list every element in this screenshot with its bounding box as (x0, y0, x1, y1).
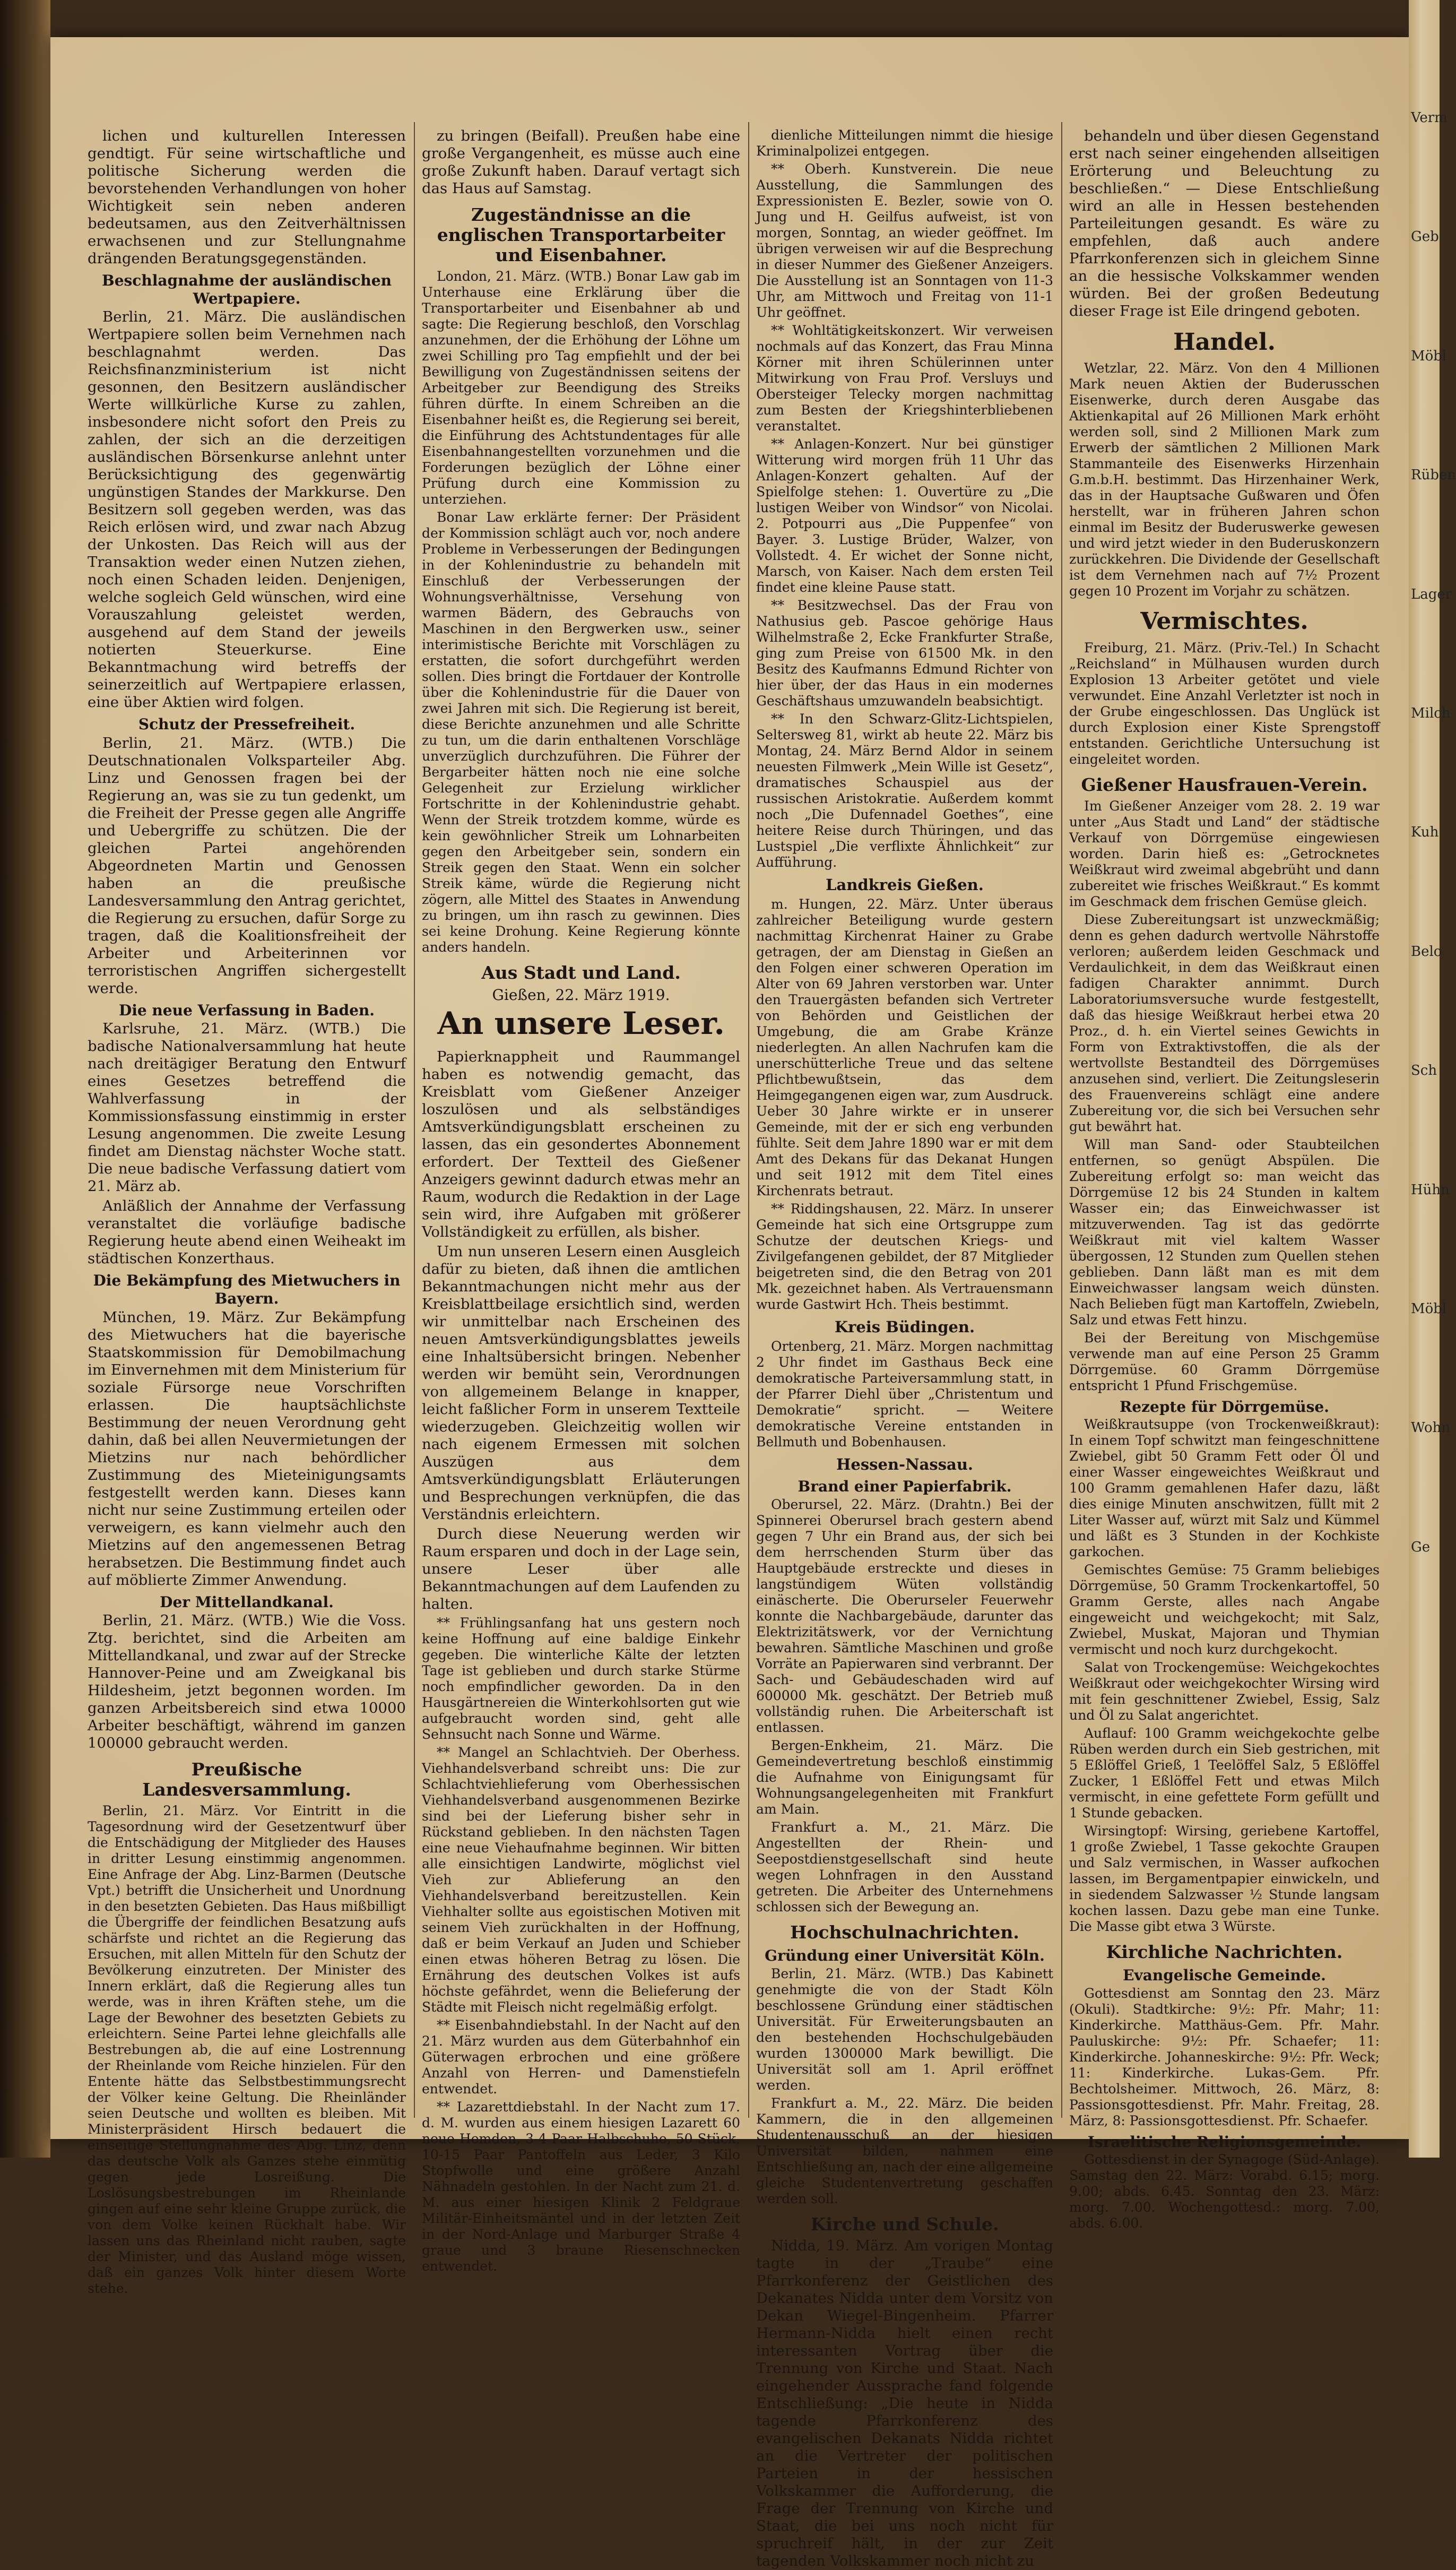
edge-fragment: Geb (1411, 229, 1439, 245)
article-text: dienliche Mitteilungen nimmt die hiesige Kriminalpolizei entgegen. (756, 127, 1053, 159)
column-rule (748, 122, 749, 2118)
section-headline: Vermischtes. (1140, 608, 1308, 635)
article-text: Frankfurt a. M., 22. März. Die beiden Kammern, die in den allgemeinen Studentenausschuß an der hiesigen Universität bilden, nahmen eine Entschließung an, nach der eine allgemeine gleiche Studentenvertretung geschaffen werden soll. (756, 2095, 1053, 2206)
article-text: London, 21. März. (WTB.) Bonar Law gab im Unterhause eine Erklärung über die Transportarbeiter und Eisenbahner ab und sagte: Die Regierung beschloß, den Vorschlag anzunehmen, der die Erhöhung der Löhne um zwei Schilling pro Tag empfiehlt und der bei Bewilligung von Zugeständnissen seitens der Arbeitgeber zur Beendigung des Streiks führen dürfte. In einem Schreiben an die Eisenbahner heißt es, die Regierung sei bereit, die Einführung des Achtstundentages für alle Eisenbahnangestellten vorzunehmen und die Forderungen bezüglich der Löhne einer Prüfung durch eine Kommission zu unterziehen. (422, 268, 740, 507)
article-text: ** Besitzwechsel. Das der Frau von Nathusius geb. Pascoe gehörige Haus Wilhelmstraße 2, Ecke Frankfurter Straße, ging zum Preise von 61500 Mk. in den Besitz des Kaufmanns Edmund Richter von hier über, der das Haus in ein modernes Geschäftshaus umzuwandeln beabsichtigt. (756, 598, 1053, 709)
article-text: Frankfurt a. M., 21. März. Die Angestellten der Rhein- und Seepostdienstgesellschaft sind heute wegen Lohnfragen in den Ausstand getreten. Die Arbeiter des Unternehmens schlossen sich der Bewegung an. (756, 1819, 1053, 1914)
edge-fragment: Wohn (1411, 1420, 1451, 1436)
section-headline: Gießener Hausfrauen-Verein. (1081, 774, 1368, 795)
newspaper-page (50, 37, 1409, 2570)
adjacent-page-edge (1409, 0, 1456, 2158)
edge-fragment: Hühn (1411, 1181, 1450, 1198)
edge-fragment: Möbl (1411, 348, 1447, 364)
article-headline: Die neue Verfassung in Baden. (118, 1001, 375, 1019)
article-text: Wetzlar, 22. März. Von den 4 Millionen Mark neuen Aktien der Buderusschen Eisenwerke, durch deren Ausgabe das Aktienkapital auf 26 Millionen Mark erhöht werden soll, sind 2 Millionen Mark zum Erwerb der sämtlichen 2 Millionen Mark Stammanteile des Eisenwerks Hirzenhain G.m.b.H. bestimmt. Das Hirzenhainer Werk, das in der Hauptsache Gußwaren und Öfen herstellt, war in früheren Jahren schon einmal im Besitz der Buderuswerke gewesen und wird jetzt wieder in den Buderuskonzern zurückkehren. Die Dividende der Gesellschaft ist dem Vernehmen nach auf 7½ Prozent gegen 10 Prozent im Vorjahr zu schätzen. (1069, 360, 1380, 599)
column-rule (414, 122, 415, 2118)
article-text: Weißkrautsuppe (von Trockenweißkraut): In einem Topf schwitzt man feingeschnittene Zwiebel, gibt 50 Gramm Fett oder Öl und einer Wasser eingeweichtes Weißkraut und 100 Gramm gemahlenen Hafer dazu, läßt dies einige Minuten anschwitzen, füllt mit 2 Liter Wasser auf, würzt mit Salz und Kümmel und läßt es 3 Stunden in der Kochkiste garkochen. (1069, 1417, 1380, 1560)
article-text: Salat von Trockengemüse: Weichgekochtes Weißkraut oder weichgekochter Wirsing wird mit fein geschnittener Zwiebel, Essig, Salz und Öl zu Salat angerichtet. (1069, 1660, 1380, 1723)
article-headline: Israelitische Religionsgemeinde. (1087, 2133, 1362, 2151)
article-text: München, 19. März. Zur Bekämpfung des Mietwuchers hat die bayerische Staatskommission für Demobilmachung im Einvernehmen mit dem Ministerium für soziale Fürsorge neue Vorschriften erlassen. Die hauptsächlichste Bestimmung der neuen Verordnung geht dahin, daß bei allen Neuvermietungen der Mietzins nur nach behördlicher Zustimmung des Mieteinigungsamts festgestellt werden kann. Dieses kann nicht nur seine Zustimmung erteilen oder verweigern, es kann vielmehr auch den Mietzins auf den angemessenen Betrag herabsetzen. Die Bestimmung findet auch auf möblierte Zimmer Anwendung. (88, 1308, 406, 1589)
article-text: Papierknappheit und Raummangel haben es notwendig gemacht, das Kreisblatt vom Gießener Anzeiger loszulösen und als selbständiges Amtsverkündigungsblatt erscheinen zu lassen, das ein gesondertes Abonnement erfordert. Der Textteil des Gießener Anzeigers gewinnt dadurch etwas mehr an Raum, wodurch die Redaktion in der Lage sein wird, ihre Aufgaben mit größerer Vollständigkeit zu erfüllen, als bisher. (422, 1048, 740, 1241)
article-headline: Die Bekämpfung des Mietwuchers in Bayern. (93, 1272, 401, 1307)
section-headline: Kirche und Schule. (810, 2213, 999, 2235)
article-text: ** Wohltätigkeitskonzert. Wir verweisen nochmals auf das Konzert, das Frau Minna Körner mit ihren Schülerinnen unter Mitwirkung von Frau Prof. Versluys und Obersteiger Telecky morgen nachmittag zum Besten der Kriegshinterbliebenen veranstaltet. (756, 323, 1053, 434)
section-headline: Aus Stadt und Land. (481, 962, 681, 983)
dateline: Gießen, 22. März 1919. (492, 986, 670, 1004)
article-text: Anläßlich der Annahme der Verfassung veranstaltet die vorläufige badische Regierung heute abend einen Weiheakt im städtischen Konzerthaus. (88, 1197, 406, 1267)
article-headline: Gründung einer Universität Köln. (765, 1946, 1045, 1964)
section-headline: Handel. (1173, 329, 1276, 356)
article-text: Durch diese Neuerung werden wir Raum ersparen und doch in der Lage sein, unsere Leser über alle Bekanntmachungen auf dem Laufenden zu halten. (422, 1525, 740, 1613)
article-text: Ortenberg, 21. März. Morgen nachmittag 2 Uhr findet im Gasthaus Beck eine demokratische Parteiversammlung statt, in der Pfarrer Diehl über „Christentum und Demokratie“ spricht. — Weitere demokratische Vereine entstanden in Bellmuth und Bobenhausen. (756, 1338, 1053, 1450)
edge-fragment: Verm (1411, 110, 1448, 126)
article-text: ** Lazarettdiebstahl. In der Nacht zum 17. d. M. wurden aus einem hiesigen Lazarett 60 neue Hemden, 3-4 Paar Halbschuhe, 50 Stück, 10-15 Paar Pantoffeln aus Leder, 3 Kilo Stopfwolle und eine größere Anzahl Nähnadeln gestohlen. In der Nacht zum 21. d. M. aus einer hiesigen Klinik 2 Feldgraue Militär-Einheitsmäntel und in der letzten Zeit in der Nord-Anlage und Marburger Straße 4 graue und 3 braune Riesenschnecken entwendet. (422, 2099, 740, 2274)
section-headline: Zugeständnisse an die englischen Transportarbeiter und Eisenbahner. (437, 204, 725, 265)
edge-fragment: Möbl (1411, 1300, 1447, 1317)
section-headline: Kreis Büdingen. (834, 1317, 975, 1336)
edge-fragment: Ge (1411, 1539, 1431, 1555)
edge-fragment: Milch (1411, 705, 1451, 721)
article-text: ** In den Schwarz-Glitz-Lichtspielen, Seltersweg 81, wirkt ab heute 22. März bis Montag, 24. März Bernd Aldor in seinem neuesten Filmwerk „Mein Wille ist Gesetz“, dramatisches Schauspiel aus der russischen Aristokratie. Außerdem kommt noch „Die Dufennadel Goethes“, eine heitere Reise durch Thüringen, und das Lustspiel „Die verflixte Ähnlichkeit“ zur Aufführung. (756, 711, 1053, 870)
article-text: Gemischtes Gemüse: 75 Gramm beliebiges Dörrgemüse, 50 Gramm Trockenkartoffel, 50 Gramm Gerste, alles nach Angabe eingeweicht und weichgekocht; mit Salz, Zwiebel, Muskat, Majoran und Thymian vermischt und noch kurz durchgekocht. (1069, 1562, 1380, 1658)
column-1 (88, 127, 406, 2297)
article-text: Diese Zubereitungsart ist unzweckmäßig; denn es gehen dadurch wertvolle Nährstoffe verloren; außerdem leiden Geschmack und Verdaulichkeit, in dem das Weißkraut einen fadigen Charakter annimmt. Durch Laboratoriumsversuche wurde festgestellt, daß das hiesige Weißkraut herbei etwa 20 Proz., d. h. ein Viertel seines Gewichts in Form von Extraktivstoffen, die als der wertvollste Bestandteil des Dörrgemüses anzusehen sind, verliert. Die Zeitungsleserin des Frauenvereins schlägt eine andere Zubereitung vor, die sich bei Versuchen sehr gut bewährt hat. (1069, 911, 1380, 1134)
edge-fragment: Kuh (1411, 824, 1439, 841)
article-text: Bei der Bereitung von Mischgemüse verwende man auf eine Person 25 Gramm Dörrgemüse. 60 Gramm Dörrgemüse entspricht 1 Pfund Frischgemüse. (1069, 1330, 1380, 1393)
edge-fragment: Rüben (1411, 467, 1456, 484)
article-text: Im Gießener Anzeiger vom 28. 2. 19 war unter „Aus Stadt und Land“ der städtische Verkauf von Dörrgemüse eingewiesen worden. Darin hieß es: „Getrocknetes Weißkraut wird zweimal abgebrüht und dann zubereitet wie frisches Weißkraut.“ Es kommt im Geschmack dem frischen Gemüse gleich. (1069, 798, 1380, 909)
section-headline: Hochschulnachrichten. (790, 1921, 1019, 1943)
article-text: Bergen-Enkheim, 21. März. Die Gemeindevertretung beschloß einstimmig die Aufnahme von Einigungsamt für Wohnungsangelegenheiten mit Frankfurt am Main. (756, 1737, 1053, 1817)
article-headline: Beschlagnahme der ausländischen Wertpapiere. (102, 272, 392, 307)
article-text: ** Eisenbahndiebstahl. In der Nacht auf den 21. März wurden aus dem Güterbahnhof ein Güterwagen erbrochen und eine größere Anzahl von Herren- und Damenstiefeln entwendet. (422, 2017, 740, 2097)
section-headline: Preußische Landesversammlung. (142, 1759, 351, 1800)
column-4 (1069, 127, 1380, 2231)
column-2 (422, 127, 740, 2274)
article-text: Um nun unseren Lesern einen Ausgleich dafür zu bieten, daß ihnen die amtlichen Bekanntmachungen nicht mehr aus der Kreisblattbeilage ersichtlich sind, werden wir unmittelbar nach Erscheinen des neuen Amtsverkündigungsblattes jeweils eine Inhaltsübersicht bringen. Nebenher werden wir bemüht sein, Verordnungen von allgemeinem Belange in knapper, leicht faßlicher Form in unserem Textteile wiederzugeben. Gleichzeitig wollen wir nach eigenem Ermessen mit solchen Auszügen aus dem Amtsverkündigungsblatt Erläuterungen und Besprechungen verknüpfen, die das Verständnis erleichtern. (422, 1243, 740, 1523)
article-text: ** Riddingshausen, 22. März. In unserer Gemeinde hat sich eine Ortsgruppe zum Schutze der deutschen Kriegs- und Zivilgefangenen gebildet, der 87 Mitglieder beigetreten sind, die den Betrag von 201 Mk. gezeichnet haben. Als Vertrauensmann wurde Gastwirt Hch. Theis bestimmt. (756, 1201, 1053, 1312)
article-text: Gottesdienst am Sonntag den 23. März (Okuli). Stadtkirche: 9½: Pfr. Mahr; 11: Kinderkirche. Matthäus-Gem. Pfr. Mahr. Pauluskirche: 9½: Pfr. Schaefer; 11: Kinderkirche. Johanneskirche: 9½: Pfr. Weck; 11: Kinderkirche. Lukas-Gem. Pfr. Bechtolsheimer. Mittwoch, 26. März, 8: Passionsgottesdienst. Pfr. Mahr. Freitag, 28. März, 8: Passionsgottesdienst. Pfr. Schaefer. (1069, 1985, 1380, 2128)
article-text: ** Mangel an Schlachtvieh. Der Oberhess. Viehhandelsverband schreibt uns: Die zur Schlachtviehlieferung vom Oberhessischen Viehhandelsverband ausgenommenen Bezirke sind bei der Lieferung bisher sehr in Rückstand geblieben. In den nächsten Tagen eine neue Viehaufnahme beginnen. Wir bitten alle einsichtigen Landwirte, möglichst viel Vieh zur Ablieferung an den Viehhandelsverband bereitzustellen. Kein Viehhalter sollte aus egoistischen Motiven mit seinem Vieh zurückhalten in der Hoffnung, daß er beim Verkauf an Juden und Schieber einen etwas höheren Betrag zu lösen. Die Ernährung des deutschen Volkes ist aufs höchste gefährdet, wenn die Belieferung der Städte mit Fleisch nicht regelmäßig erfolgt. (422, 1745, 740, 2015)
article-text: Will man Sand- oder Staubteilchen entfernen, so genügt Abspülen. Die Zubereitung erfolgt so: man weicht das Dörrgemüse 12 bis 24 Stunden in kaltem Wasser ein; das Einweichwasser ist mitzuverwenden. Tag ist das gedörrte Weißkraut mit viel kaltem Wasser übergossen, 12 Stunden zum Quellen stehen geblieben. Dann läßt man es mit dem Einweichwasser langsam weich dünsten. Nach Belieben fügt man Kartoffeln, Zwiebeln, Salz und etwas Fett hinzu. (1069, 1136, 1380, 1327)
article-text: Berlin, 21. März. (WTB.) Die Deutschnationalen Volksparteiler Abg. Linz und Genossen fragen bei der Regierung an, was sie zu tun gedenkt, um die Freiheit der Presse gegen alle Angriffe und Uebergriffe zu schützen. Die der gleichen Partei angehörenden Abgeordneten Martin und Genossen haben an die preußische Landesversammlung den Antrag gerichtet, die Regierung zu ersuchen, dafür Sorge zu tragen, daß die Koalitionsfreiheit der Arbeiter und Arbeiterinnen vor terroristischen Angriffen sichergestellt werde. (88, 734, 406, 997)
article-text: Wirsingtopf: Wirsing, geriebene Kartoffel, 1 große Zwiebel, 1 Tasse gekochte Graupen und Salz vermischen, in Wasser aufkochen lassen, im Bergamentpapier einwickeln, und in siedendem Salzwasser ½ Stunde langsam kochen lassen. Dazu gebe man eine Tunke. Die Masse gibt etwa 3 Würste. (1069, 1823, 1380, 1935)
article-text: Bonar Law erklärte ferner: Der Präsident der Kommission schlägt auch vor, noch andere Probleme in Verbesserungen der Bedingungen in der Kohlenindustrie zu behandeln mit Einschluß der Verbesserungen der Wohnungsverhältnisse, Versehung von warmen Bädern, des Gebrauchs von Maschinen in den Bergwerken usw., seiner interimistische Berichte mit Vorschlägen zu erstatten, die sofort durchgeführt werden sollen. Dies bringt die Fortdauer der Kontrolle über die Kohlenindustrie für die Dauer von zwei Jahren mit sich. Die Regierung ist bereit, diese Berichte anzunehmen und alle Schritte zu tun, um die darin enthaltenen Vorschläge unverzüglich durchzuführen. Die Führer der Bergarbeiter hätten noch nie eine solche Gelegenheit zur Erzielung wirklicher Fortschritte in der Kohlenindustrie gehabt. Wenn der Streik trotzdem komme, würde es kein gewöhnlicher Streik um Lohnarbeiten gegen den Arbeitgeber sein, sondern ein Streik gegen den Staat. Wenn ein solcher Streik käme, würde die Regierung nicht zögern, alle Mittel des Staates in Anwendung zu bringen, um ihn rasch zu gewinnen. Dies sei keine Drohung. Keine Regierung könnte anders handeln. (422, 509, 740, 955)
article-text: ** Frühlingsanfang hat uns gestern noch keine Hoffnung auf eine baldige Einkehr gegeben. Die winterliche Kälte der letzten Tage ist geblieben und durch starke Stürme noch empfindlicher geworden. Da in den Hausgärtnereien die Winterkohlsorten gut wie aufgebraucht worden sind, geht alle Sehnsucht nach Sonne und Wärme. (422, 1615, 740, 1743)
article-text: ** Anlagen-Konzert. Nur bei günstiger Witterung wird morgen früh 11 Uhr das Anlagen-Konzert gehalten. Auf der Spielfolge stehen: 1. Ouvertüre zu „Die lustigen Weiber von Windsor“ von Nicolai. 2. Potpourri aus „Die Puppenfee“ von Bayer. 3. Lustige Brüder, Walzer, von Vollstedt. 4. Er wichet der Sonne nicht, Marsch, von Kaiser. Nach dem ersten Teil findet eine kleine Pause statt. (756, 436, 1053, 595)
article-text: m. Hungen, 22. März. Unter überaus zahlreicher Beteiligung wurde gestern nachmittag Kirchenrat Hainer zu Grabe getragen, der am Dienstag in Gießen an den Folgen einer schweren Operation im Alter von 69 Jahren verstorben war. Unter den Trauergästen befanden sich Vertreter von Behörden und Geistlichen der Umgebung, die am Grabe Kränze niederlegten. An allen Nachrufen kam die unerschütterliche Treue und das seltene Pflichtbewußtsein, das dem Heimgegangenen eigen war, zum Ausdruck. Ueber 30 Jahre wirkte er in unserer Gemeinde, mit der er sich eng verbunden fühlte. Seit dem Jahre 1890 war er mit dem Amt des Dekans für das Dekanat Hungen und seit 1912 mit dem Titel eines Kirchenrats betraut. (756, 896, 1053, 1198)
article-text: lichen und kulturellen Interessen gendtigt. Für seine wirtschaftliche und politische Sicherung werden die bevorstehenden Verhandlungen von hoher Wichtigkeit sein neben anderen bedeutsamen, aus den Zeitverhältnissen erwachsenen und zur Stellungnahme drängenden Beratungsgegenständen. (88, 127, 406, 267)
article-headline: Der Mittellandkanal. (160, 1593, 334, 1611)
article-text: Auflauf: 100 Gramm weichgekochte gelbe Rüben werden durch ein Sieb gestrichen, mit 5 Eßlöffel Grieß, 1 Teelöffel Salz, 5 Eßlöffel Zucker, 1 Eßlöffel Fett und etwas Milch vermischt, in eine gefettete Form gefüllt und 1 Stunde gebacken. (1069, 1726, 1380, 1821)
section-headline: Landkreis Gießen. (826, 876, 984, 894)
article-text: Gottesdienst in der Synagoge (Süd-Anlage). Samstag den 22. März: Vorabd. 6.15; morg. 9.00; abds. 6.45. Sonntag den 23. März: morg. 7.00. Wochengottesd.: morg. 7.00, abds. 6.00. (1069, 2152, 1380, 2231)
article-text: Berlin, 21. März. Die ausländischen Wertpapiere sollen beim Vernehmen nach beschlagnahmt werden. Das Reichsfinanzministerium ist nicht gesonnen, den Besitzern ausländischer Werte willkürliche Kurse zu zahlen, insbesondere nicht sofort den Preis zu zahlen, der sich an die derzeitigen ausländischen Börsenkurse anlehnt unter Berücksichtigung des gegenwärtig ungünstigen Standes der Markkurse. Den Besitzern soll gegeben werden, was das Reich erlösen wird, und zwar nach Abzug der Unkosten. Das Reich will aus der Transaktion weder einen Nutzen ziehen, noch einen Schaden leiden. Denjenigen, welche sogleich Geld wünschen, wird eine Vorauszahlung geleistet werden, ausgehend auf dem Stand der jeweils notierten Steuerkurse. Eine Bekanntmachung wird betreffs der seinerzeitlich auf Wertpapiere erlassen, eine über Aktien wird folgen. (88, 308, 406, 711)
edge-fragment: Belo (1411, 943, 1442, 960)
article-text: Nidda, 19. März. Am vorigen Montag tagte in der „Traube“ eine Pfarrkonferenz der Geistlichen des Dekanates Nidda unter dem Vorsitz von Dekan Wiegel-Bingenheim. Pfarrer Hermann-Nidda hielt einen recht interessanten Vortrag über die Trennung von Kirche und Staat. Nach eingehender Aussprache fand folgende Entschließung: „Die heute in Nidda tagende Pfarrkonferenz des evangelischen Dekanats Nidda richtet an die Vertreter der politischen Parteien in der hessischen Volkskammer die Aufforderung, die Frage der Trennung von Kirche und Staat, die bei uns noch nicht für spruchreif hält, in der zur Zeit tagenden Volkskammer noch nicht zu (756, 2237, 1053, 2570)
article-headline: Rezepte für Dörrgemüse. (1120, 1398, 1329, 1416)
column-3 (756, 127, 1053, 2570)
edge-fragment: Sch (1411, 1063, 1437, 1079)
article-text: Berlin, 21. März. Vor Eintritt in die Tagesordnung wird der Gesetzentwurf über die Entschädigung der Mitglieder des Hauses in dritter Lesung einstimmig angenommen. Eine Anfrage der Abg. Linz-Barmen (Deutsche Vpt.) betrifft die Unsicherheit und Unordnung in den besetzten Gebieten. Das Haus mißbilligt die Übergriffe der feindlichen Besatzung aufs schärfste und richtet an die Regierung das Ersuchen, mit allen Mitteln für den Schutz der Bevölkerung einzutreten. Der Minister des Innern erklärt, daß die Regierung alles tun werde, was in ihren Kräften stehe, um die Lage der Bewohner des besetzten Gebiets zu erleichtern. Seine Partei lehne gleichfalls alle Bestrebungen ab, die auf eine Lostrennung der Rheinlande vom Reiche hinzielen. Für den Entente hätte das Selbstbestimmungsrecht der Völker keine Geltung. Die Rheinländer seien Deutsche und wollten es bleiben. Mit Ministerpräsident Hirsch bedauert die einseitige Stellungnahme des Abg. Linz, denn das deutsche Volk als Ganzes stehe einmütig gegen jede Losreißung. Die Loslösungsbestrebungen im Rheinlande gingen auf eine sehr kleine Gruppe zurück, die von dem Volke keinen Rückhalt habe. Wir lassen uns das Rheinland nicht rauben, sagte der Minister, und das Ausland möge wissen, daß ein ganzes Volk hinter diesem Worte stehe. (88, 1803, 406, 2297)
notice-headline: An unsere Leser. (437, 1005, 725, 1042)
article-text: Karlsruhe, 21. März. (WTB.) Die badische Nationalversammlung hat heute nach dreitägiger Beratung den Entwurf eines Gesetzes betreffend die Wahlverfassung in der Kommissionsfassung einstimmig in erster Lesung angenommen. Die zweite Lesung findet am Dienstag nächster Woche statt. Die neue badische Verfassung datiert vom 21. März ab. (88, 1020, 406, 1195)
article-headline: Evangelische Gemeinde. (1123, 1967, 1326, 1985)
article-headline: Brand einer Papierfabrik. (798, 1478, 1012, 1496)
article-text: zu bringen (Beifall). Preußen habe eine große Vergangenheit, es müsse auch eine große Zukunft haben. Darauf vertagt sich das Haus auf Samstag. (422, 127, 740, 197)
article-text: ** Oberh. Kunstverein. Die neue Ausstellung, die Sammlungen des Expressionisten E. Bezler, sowie von O. Jung und H. Geilfus aufweist, ist von morgen, Sonntag, an wieder geöffnet. Im übrigen verweisen wir auf die Besprechung in dieser Nummer des Gießener Anzeigers. Die Ausstellung ist an Sonntagen von 11-3 Uhr, am Mittwoch und Freitag von 11-1 Uhr geöffnet. (756, 161, 1053, 320)
section-headline: Hessen-Nassau. (836, 1455, 973, 1473)
article-headline: Schutz der Pressefreiheit. (138, 715, 356, 734)
binding-shadow-left (0, 0, 50, 2158)
article-text: Freiburg, 21. März. (Priv.-Tel.) In Schacht „Reichsland“ in Mülhausen wurden durch Explosion 13 Arbeiter getötet und viele verwundet. Eine Anzahl Verletzter ist noch in der Grube eingeschlossen. Das Unglück ist durch Explosion einer Kiste Sprengstoff entstanden. Gerichtliche Untersuchung ist eingeleitet worden. (1069, 640, 1380, 767)
column-rule (1061, 122, 1062, 2118)
article-text: Oberursel, 22. März. (Drahtn.) Bei der Spinnerei Oberursel brach gestern abend gegen 7 Uhr ein Brand aus, der sich bei dem herrschenden Sturm über das Hauptgebäude erstreckte und dieses in langstündigem Wüten vollständig einäscherte. Die Oberurseler Feuerwehr konnte die Nachbargebäude, darunter das Elektrizitätswerk, vor der Vernichtung bewahren. Sämtliche Maschinen und große Vorräte an Papierwaren sind verbrannt. Der Sach- und Gebäudeschaden wird auf 600000 Mk. geschätzt. Der Betrieb muß vollständig ruhen. Die Arbeiterschaft ist entlassen. (756, 1496, 1053, 1735)
section-headline: Kirchliche Nachrichten. (1106, 1942, 1343, 1963)
article-text: behandeln und über diesen Gegenstand erst nach seiner eingehenden allseitigen Erörterung und Beleuchtung zu beschließen.“ — Diese Entschließung wird an alle in Hessen bestehenden Parteileitungen gesandt. Es wäre zu empfehlen, daß auch andere Pfarrkonferenzen sich in gleichem Sinne an die hessische Volkskammer wenden würden. Bei der großen Bedeutung dieser Frage ist Eile dringend geboten. (1069, 127, 1380, 320)
article-text: Berlin, 21. März. (WTB.) Das Kabinett genehmigte die von der Stadt Köln beschlossene Gründung einer städtischen Universität. Für Erweiterungsbauten an den bestehenden Hochschulgebäuden wurden 1300000 Mark bewilligt. Die Universität soll am 1. April eröffnet werden. (756, 1965, 1053, 2093)
article-text: Berlin, 21. März. (WTB.) Wie die Voss. Ztg. berichtet, sind die Arbeiten am Mittellandkanal, und zwar auf der Strecke Hannover-Peine und am Zweigkanal bis Hildesheim, jetzt begonnen worden. Im ganzen Arbeitsbereich sind etwa 10000 Arbeiter beschäftigt, während im ganzen 100000 gebraucht werden. (88, 1612, 406, 1752)
edge-fragment: Lager (1411, 586, 1452, 602)
